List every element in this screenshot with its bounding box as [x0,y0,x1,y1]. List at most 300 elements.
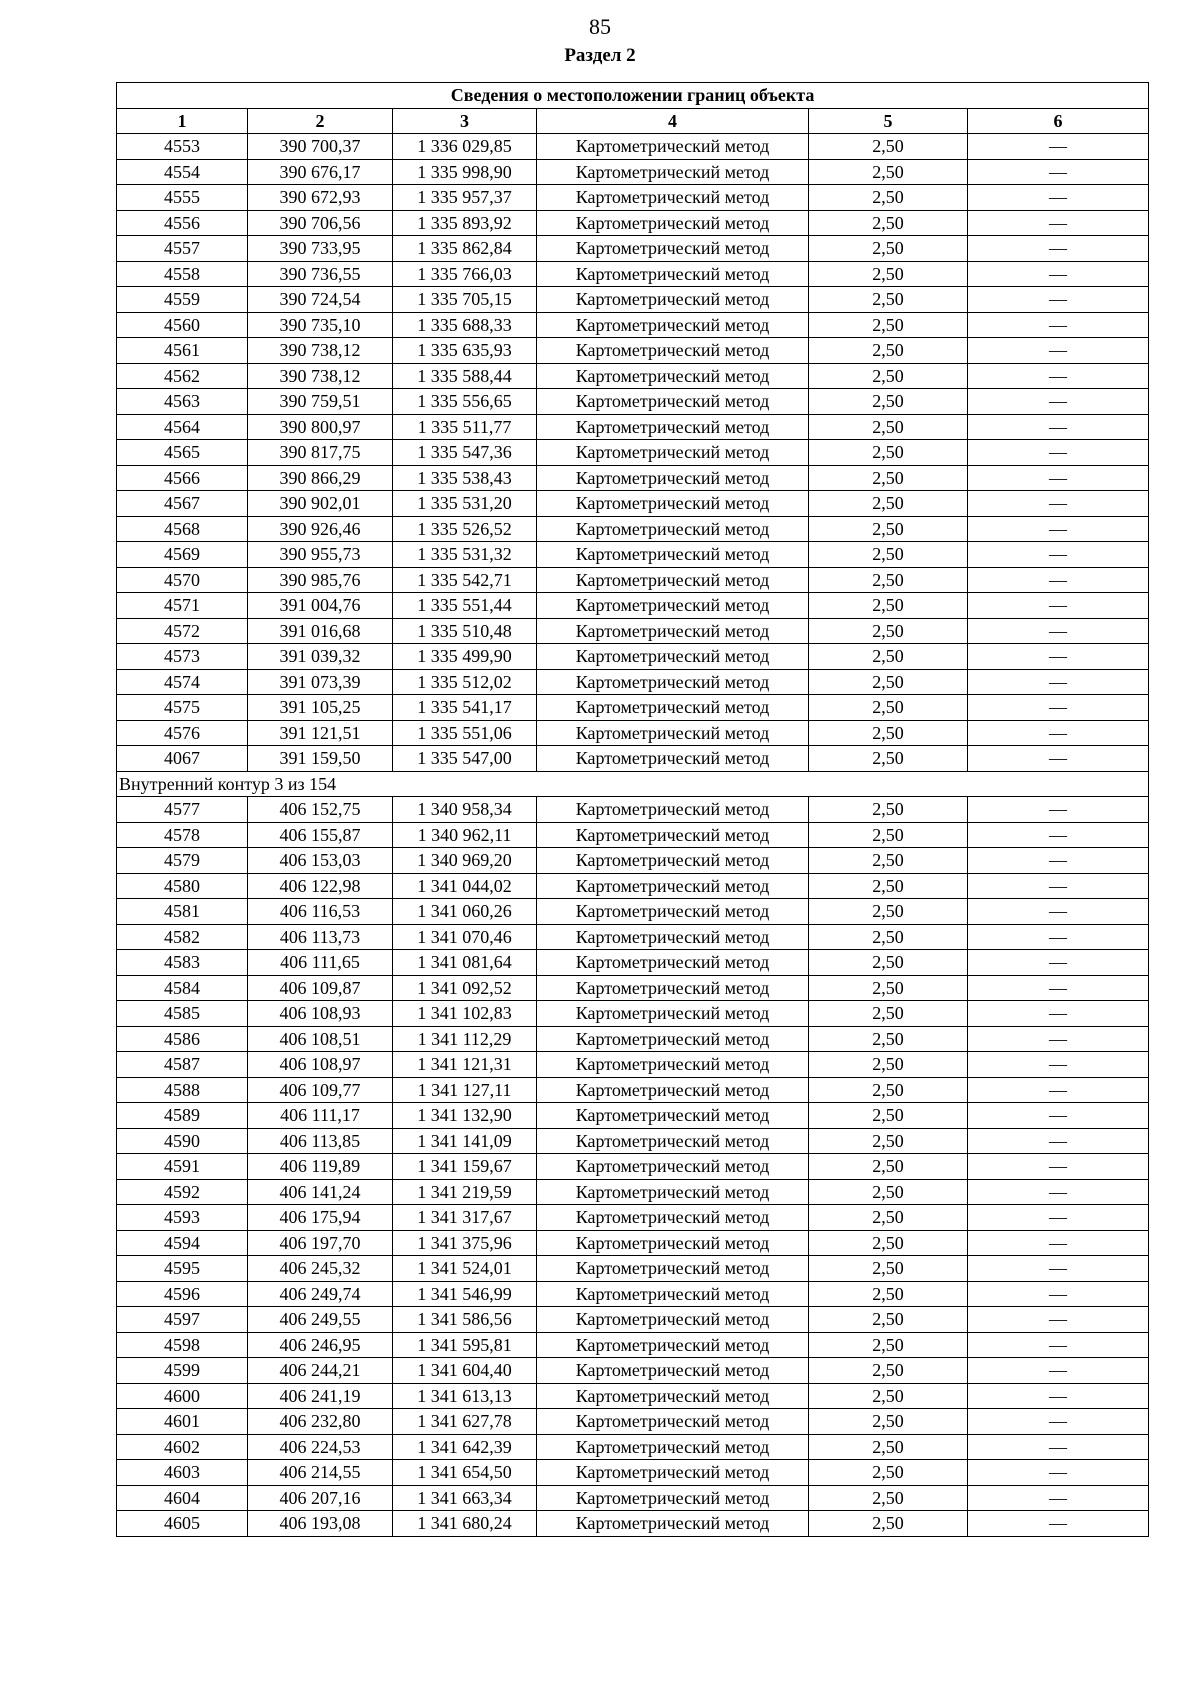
note-cell: — [968,593,1149,619]
x-coordinate-cell: 406 175,94 [248,1205,393,1231]
note-cell: — [968,720,1149,746]
point-number-cell: 4600 [117,1383,248,1409]
x-coordinate-cell: 390 733,95 [248,236,393,262]
table-row [117,1358,1149,1384]
point-number-cell: 4599 [117,1358,248,1384]
accuracy-cell: 2,50 [809,261,968,287]
method-cell: Картометрический метод [537,1460,809,1486]
accuracy-cell: 2,50 [809,567,968,593]
point-number-cell: 4569 [117,542,248,568]
note-cell: — [968,465,1149,491]
x-coordinate-cell: 406 197,70 [248,1230,393,1256]
y-coordinate-cell: 1 335 998,90 [393,159,537,185]
table-row [117,593,1149,619]
y-coordinate-cell: 1 335 541,17 [393,695,537,721]
y-coordinate-cell: 1 341 546,99 [393,1281,537,1307]
accuracy-cell: 2,50 [809,1154,968,1180]
x-coordinate-cell: 406 224,53 [248,1434,393,1460]
table-row [117,746,1149,772]
method-cell: Картометрический метод [537,618,809,644]
x-coordinate-cell: 391 039,32 [248,644,393,670]
point-number-cell: 4597 [117,1307,248,1333]
note-cell: — [968,950,1149,976]
accuracy-cell: 2,50 [809,312,968,338]
method-cell: Картометрический метод [537,1154,809,1180]
point-number-cell: 4598 [117,1332,248,1358]
method-cell: Картометрический метод [537,414,809,440]
column-header: 1 [117,108,248,134]
note-cell: — [968,848,1149,874]
accuracy-cell: 2,50 [809,440,968,466]
note-cell: — [968,1128,1149,1154]
accuracy-cell: 2,50 [809,491,968,517]
x-coordinate-cell: 390 800,97 [248,414,393,440]
accuracy-cell: 2,50 [809,1485,968,1511]
accuracy-cell: 2,50 [809,516,968,542]
point-number-cell: 4554 [117,159,248,185]
contour-row [117,771,1149,797]
accuracy-cell: 2,50 [809,1077,968,1103]
y-coordinate-cell: 1 335 542,71 [393,567,537,593]
point-number-cell: 4555 [117,185,248,211]
point-number-cell: 4571 [117,593,248,619]
x-coordinate-cell: 390 759,51 [248,389,393,415]
accuracy-cell: 2,50 [809,1052,968,1078]
table-row [117,1511,1149,1537]
y-coordinate-cell: 1 341 044,02 [393,873,537,899]
y-coordinate-cell: 1 341 642,39 [393,1434,537,1460]
method-cell: Картометрический метод [537,975,809,1001]
accuracy-cell: 2,50 [809,593,968,619]
x-coordinate-cell: 406 108,51 [248,1026,393,1052]
note-cell: — [968,1103,1149,1129]
method-cell: Картометрический метод [537,950,809,976]
table-row [117,1154,1149,1180]
x-coordinate-cell: 406 249,55 [248,1307,393,1333]
column-header: 2 [248,108,393,134]
point-number-cell: 4577 [117,797,248,823]
note-cell: — [968,287,1149,313]
point-number-cell: 4584 [117,975,248,1001]
y-coordinate-cell: 1 341 121,31 [393,1052,537,1078]
x-coordinate-cell: 406 249,74 [248,1281,393,1307]
method-cell: Картометрический метод [537,542,809,568]
method-cell: Картометрический метод [537,1434,809,1460]
table-row [117,975,1149,1001]
x-coordinate-cell: 390 902,01 [248,491,393,517]
accuracy-cell: 2,50 [809,210,968,236]
y-coordinate-cell: 1 335 511,77 [393,414,537,440]
point-number-cell: 4602 [117,1434,248,1460]
y-coordinate-cell: 1 335 551,44 [393,593,537,619]
y-coordinate-cell: 1 335 688,33 [393,312,537,338]
x-coordinate-cell: 406 108,97 [248,1052,393,1078]
method-cell: Картометрический метод [537,1205,809,1231]
y-coordinate-cell: 1 341 159,67 [393,1154,537,1180]
note-cell: — [968,1383,1149,1409]
section-title: Раздел 2 [564,45,636,66]
y-coordinate-cell: 1 341 524,01 [393,1256,537,1282]
accuracy-cell: 2,50 [809,746,968,772]
y-coordinate-cell: 1 340 962,11 [393,822,537,848]
point-number-cell: 4590 [117,1128,248,1154]
y-coordinate-cell: 1 335 531,20 [393,491,537,517]
note-cell: — [968,669,1149,695]
point-number-cell: 4603 [117,1460,248,1486]
method-cell: Картометрический метод [537,1077,809,1103]
method-cell: Картометрический метод [537,873,809,899]
x-coordinate-cell: 390 736,55 [248,261,393,287]
y-coordinate-cell: 1 341 627,78 [393,1409,537,1435]
table-row [117,950,1149,976]
y-coordinate-cell: 1 335 957,37 [393,185,537,211]
table-row [117,440,1149,466]
point-number-cell: 4565 [117,440,248,466]
note-cell: — [968,185,1149,211]
note-cell: — [968,312,1149,338]
contour-label: Внутренний контур 3 из 154 [117,771,1149,797]
point-number-cell: 4580 [117,873,248,899]
note-cell: — [968,1052,1149,1078]
table-row [117,797,1149,823]
note-cell: — [968,1205,1149,1231]
accuracy-cell: 2,50 [809,1001,968,1027]
accuracy-cell: 2,50 [809,644,968,670]
method-cell: Картометрический метод [537,644,809,670]
method-cell: Картометрический метод [537,363,809,389]
accuracy-cell: 2,50 [809,1128,968,1154]
column-header: 4 [537,108,809,134]
x-coordinate-cell: 406 153,03 [248,848,393,874]
table-title: Сведения о местоположении границ объекта [117,83,1149,109]
table-row [117,848,1149,874]
note-cell: — [968,1511,1149,1537]
note-cell: — [968,1460,1149,1486]
x-coordinate-cell: 406 245,32 [248,1256,393,1282]
x-coordinate-cell: 390 866,29 [248,465,393,491]
y-coordinate-cell: 1 335 893,92 [393,210,537,236]
point-number-cell: 4558 [117,261,248,287]
y-coordinate-cell: 1 335 766,03 [393,261,537,287]
y-coordinate-cell: 1 341 219,59 [393,1179,537,1205]
column-header: 6 [968,108,1149,134]
x-coordinate-cell: 406 241,19 [248,1383,393,1409]
note-cell: — [968,363,1149,389]
y-coordinate-cell: 1 335 862,84 [393,236,537,262]
y-coordinate-cell: 1 335 538,43 [393,465,537,491]
note-cell: — [968,1485,1149,1511]
accuracy-cell: 2,50 [809,1103,968,1129]
method-cell: Картометрический метод [537,516,809,542]
point-number-cell: 4591 [117,1154,248,1180]
method-cell: Картометрический метод [537,567,809,593]
point-number-cell: 4556 [117,210,248,236]
x-coordinate-cell: 406 111,65 [248,950,393,976]
method-cell: Картометрический метод [537,440,809,466]
x-coordinate-cell: 390 735,10 [248,312,393,338]
x-coordinate-cell: 406 111,17 [248,1103,393,1129]
x-coordinate-cell: 406 109,77 [248,1077,393,1103]
table-body [117,134,1149,1537]
table-row [117,1256,1149,1282]
note-cell: — [968,236,1149,262]
x-coordinate-cell: 406 141,24 [248,1179,393,1205]
table-row [117,1332,1149,1358]
y-coordinate-cell: 1 341 375,96 [393,1230,537,1256]
table-row [117,134,1149,160]
point-number-cell: 4572 [117,618,248,644]
method-cell: Картометрический метод [537,236,809,262]
table-row [117,1001,1149,1027]
table-row [117,338,1149,364]
accuracy-cell: 2,50 [809,338,968,364]
note-cell: — [968,414,1149,440]
note-cell: — [968,899,1149,925]
y-coordinate-cell: 1 335 512,02 [393,669,537,695]
method-cell: Картометрический метод [537,1026,809,1052]
method-cell: Картометрический метод [537,287,809,313]
y-coordinate-cell: 1 341 081,64 [393,950,537,976]
y-coordinate-cell: 1 341 112,29 [393,1026,537,1052]
point-number-cell: 4585 [117,1001,248,1027]
x-coordinate-cell: 390 738,12 [248,338,393,364]
point-number-cell: 4570 [117,567,248,593]
table-row [117,414,1149,440]
table-row [117,720,1149,746]
note-cell: — [968,1358,1149,1384]
method-cell: Картометрический метод [537,1409,809,1435]
method-cell: Картометрический метод [537,389,809,415]
note-cell: — [968,924,1149,950]
method-cell: Картометрический метод [537,797,809,823]
y-coordinate-cell: 1 341 613,13 [393,1383,537,1409]
method-cell: Картометрический метод [537,210,809,236]
table-row [117,159,1149,185]
coordinates-table [116,82,1149,1537]
table-row [117,1307,1149,1333]
point-number-cell: 4578 [117,822,248,848]
note-cell: — [968,159,1149,185]
x-coordinate-cell: 406 232,80 [248,1409,393,1435]
point-number-cell: 4579 [117,848,248,874]
x-coordinate-cell: 406 108,93 [248,1001,393,1027]
accuracy-cell: 2,50 [809,1179,968,1205]
x-coordinate-cell: 406 207,16 [248,1485,393,1511]
y-coordinate-cell: 1 335 551,06 [393,720,537,746]
accuracy-cell: 2,50 [809,873,968,899]
method-cell: Картометрический метод [537,899,809,925]
method-cell: Картометрический метод [537,720,809,746]
accuracy-cell: 2,50 [809,363,968,389]
point-number-cell: 4596 [117,1281,248,1307]
table-row [117,618,1149,644]
x-coordinate-cell: 390 700,37 [248,134,393,160]
accuracy-cell: 2,50 [809,1026,968,1052]
table-row [117,1077,1149,1103]
method-cell: Картометрический метод [537,1001,809,1027]
point-number-cell: 4560 [117,312,248,338]
point-number-cell: 4575 [117,695,248,721]
table-row [117,210,1149,236]
x-coordinate-cell: 406 116,53 [248,899,393,925]
note-cell: — [968,210,1149,236]
y-coordinate-cell: 1 335 526,52 [393,516,537,542]
note-cell: — [968,1179,1149,1205]
table-row [117,185,1149,211]
accuracy-cell: 2,50 [809,236,968,262]
point-number-cell: 4592 [117,1179,248,1205]
point-number-cell: 4557 [117,236,248,262]
x-coordinate-cell: 406 214,55 [248,1460,393,1486]
table-row [117,873,1149,899]
column-header: 5 [809,108,968,134]
point-number-cell: 4581 [117,899,248,925]
method-cell: Картометрический метод [537,134,809,160]
accuracy-cell: 2,50 [809,414,968,440]
column-header-row [117,108,1149,134]
point-number-cell: 4605 [117,1511,248,1537]
x-coordinate-cell: 390 738,12 [248,363,393,389]
y-coordinate-cell: 1 341 595,81 [393,1332,537,1358]
table-row [117,261,1149,287]
method-cell: Картометрический метод [537,1332,809,1358]
accuracy-cell: 2,50 [809,950,968,976]
accuracy-cell: 2,50 [809,1358,968,1384]
note-cell: — [968,261,1149,287]
accuracy-cell: 2,50 [809,1230,968,1256]
accuracy-cell: 2,50 [809,1281,968,1307]
y-coordinate-cell: 1 341 060,26 [393,899,537,925]
x-coordinate-cell: 406 113,85 [248,1128,393,1154]
note-cell: — [968,618,1149,644]
method-cell: Картометрический метод [537,261,809,287]
x-coordinate-cell: 390 985,76 [248,567,393,593]
table-row [117,516,1149,542]
method-cell: Картометрический метод [537,1103,809,1129]
x-coordinate-cell: 391 073,39 [248,669,393,695]
note-cell: — [968,516,1149,542]
y-coordinate-cell: 1 335 547,36 [393,440,537,466]
method-cell: Картометрический метод [537,159,809,185]
table-row [117,287,1149,313]
accuracy-cell: 2,50 [809,848,968,874]
method-cell: Картометрический метод [537,1128,809,1154]
method-cell: Картометрический метод [537,1230,809,1256]
point-number-cell: 4067 [117,746,248,772]
y-coordinate-cell: 1 341 141,09 [393,1128,537,1154]
note-cell: — [968,389,1149,415]
x-coordinate-cell: 390 817,75 [248,440,393,466]
x-coordinate-cell: 391 004,76 [248,593,393,619]
table-row [117,899,1149,925]
table-row [117,1383,1149,1409]
y-coordinate-cell: 1 340 969,20 [393,848,537,874]
point-number-cell: 4568 [117,516,248,542]
accuracy-cell: 2,50 [809,1511,968,1537]
point-number-cell: 4595 [117,1256,248,1282]
point-number-cell: 4588 [117,1077,248,1103]
y-coordinate-cell: 1 341 317,67 [393,1205,537,1231]
method-cell: Картометрический метод [537,669,809,695]
column-header: 3 [393,108,537,134]
accuracy-cell: 2,50 [809,720,968,746]
note-cell: — [968,1026,1149,1052]
method-cell: Картометрический метод [537,465,809,491]
method-cell: Картометрический метод [537,185,809,211]
accuracy-cell: 2,50 [809,389,968,415]
x-coordinate-cell: 406 122,98 [248,873,393,899]
method-cell: Картометрический метод [537,1383,809,1409]
method-cell: Картометрический метод [537,1485,809,1511]
y-coordinate-cell: 1 341 680,24 [393,1511,537,1537]
method-cell: Картометрический метод [537,491,809,517]
point-number-cell: 4561 [117,338,248,364]
note-cell: — [968,822,1149,848]
x-coordinate-cell: 390 955,73 [248,542,393,568]
point-number-cell: 4589 [117,1103,248,1129]
table-row [117,1281,1149,1307]
x-coordinate-cell: 390 926,46 [248,516,393,542]
note-cell: — [968,873,1149,899]
table-row [117,542,1149,568]
x-coordinate-cell: 391 159,50 [248,746,393,772]
point-number-cell: 4583 [117,950,248,976]
x-coordinate-cell: 390 676,17 [248,159,393,185]
accuracy-cell: 2,50 [809,1460,968,1486]
point-number-cell: 4586 [117,1026,248,1052]
y-coordinate-cell: 1 335 510,48 [393,618,537,644]
accuracy-cell: 2,50 [809,695,968,721]
table-row [117,669,1149,695]
point-number-cell: 4559 [117,287,248,313]
point-number-cell: 4601 [117,1409,248,1435]
x-coordinate-cell: 406 244,21 [248,1358,393,1384]
table-row [117,1460,1149,1486]
method-cell: Картометрический метод [537,848,809,874]
table-row [117,465,1149,491]
note-cell: — [968,491,1149,517]
table-row [117,567,1149,593]
x-coordinate-cell: 406 246,95 [248,1332,393,1358]
point-number-cell: 4574 [117,669,248,695]
method-cell: Картометрический метод [537,338,809,364]
method-cell: Картометрический метод [537,1052,809,1078]
y-coordinate-cell: 1 341 654,50 [393,1460,537,1486]
point-number-cell: 4562 [117,363,248,389]
x-coordinate-cell: 406 193,08 [248,1511,393,1537]
point-number-cell: 4563 [117,389,248,415]
x-coordinate-cell: 390 672,93 [248,185,393,211]
note-cell: — [968,1077,1149,1103]
point-number-cell: 4553 [117,134,248,160]
y-coordinate-cell: 1 335 531,32 [393,542,537,568]
table-row [117,1052,1149,1078]
accuracy-cell: 2,50 [809,159,968,185]
point-number-cell: 4593 [117,1205,248,1231]
table-row [117,695,1149,721]
note-cell: — [968,1281,1149,1307]
accuracy-cell: 2,50 [809,669,968,695]
accuracy-cell: 2,50 [809,134,968,160]
point-number-cell: 4587 [117,1052,248,1078]
table-row [117,822,1149,848]
table-row [117,1103,1149,1129]
y-coordinate-cell: 1 335 547,00 [393,746,537,772]
note-cell: — [968,440,1149,466]
note-cell: — [968,644,1149,670]
accuracy-cell: 2,50 [809,185,968,211]
note-cell: — [968,1154,1149,1180]
